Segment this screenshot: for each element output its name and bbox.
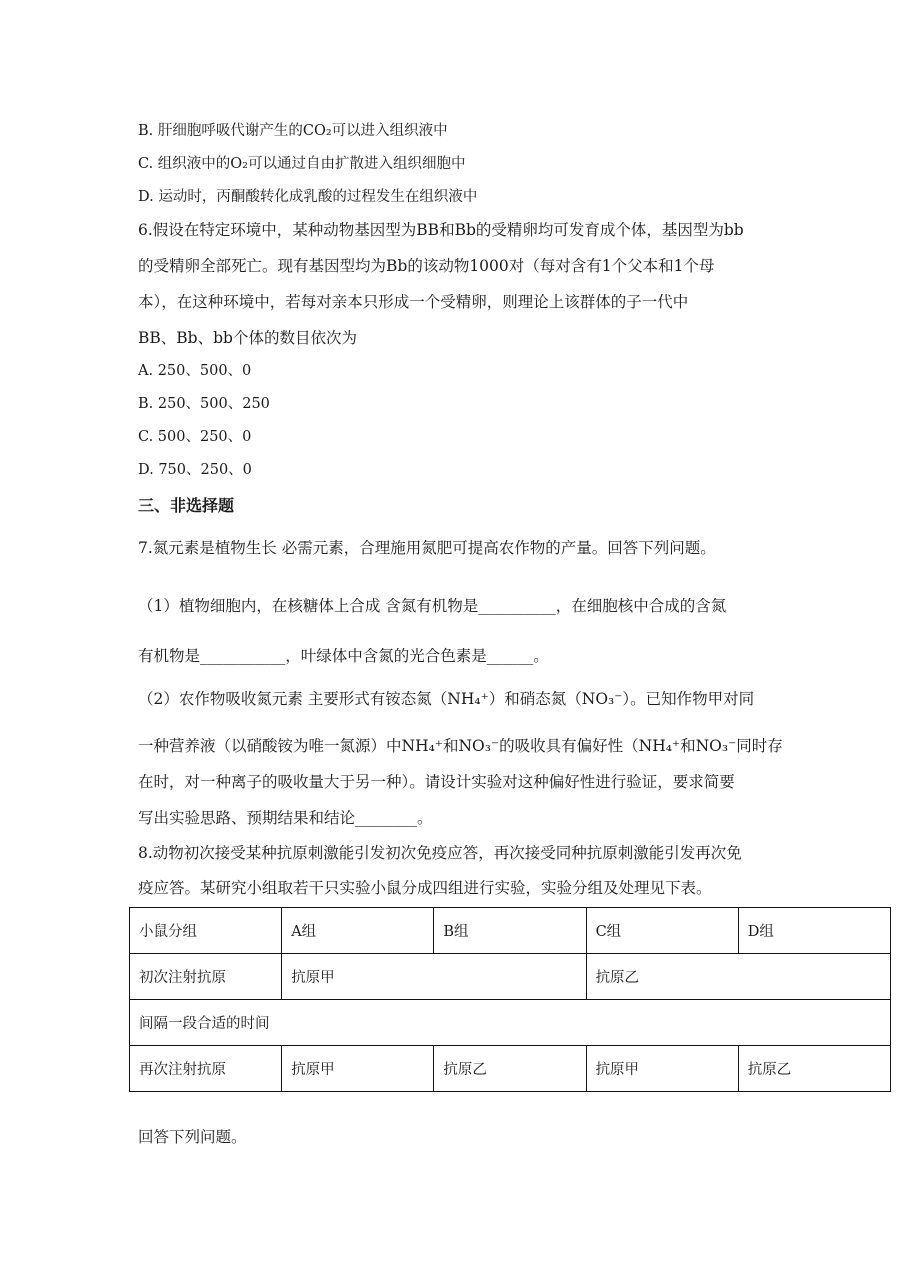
table-row (130, 954, 891, 1000)
table-cell: 抗原乙 (738, 1046, 890, 1092)
table-header-cell: D组 (738, 908, 890, 954)
question-6-option-a: A. 250、500、0 (138, 363, 252, 379)
table-header-cell: C组 (586, 908, 738, 954)
table-cell: 再次注射抗原 (130, 1046, 282, 1092)
section-title: 三、非选择题 (138, 496, 235, 515)
table-cell: 抗原甲 (586, 1046, 738, 1092)
question-7-part-2-line-3: 在时，对一种离子的吸收量大于另一种）。请设计实验对这种偏好性进行验证，要求简要 (138, 773, 735, 791)
table-cell: 间隔一段合适的时间 (130, 1000, 891, 1046)
question-7-part-1-line-2: 有机物是___________，叶绿体中含氮的光合色素是______。 (138, 647, 549, 665)
table-header-cell: A组 (282, 908, 434, 954)
table-row (130, 1000, 891, 1046)
table-row (130, 1046, 891, 1092)
option-b-prev: B. 肝细胞呼吸代谢产生的CO₂可以进入组织液中 (138, 123, 448, 139)
question-7-part-2-line-1: （2）农作物吸收氮元素 主要形式有铵态氮（NH₄⁺）和硝态氮（NO₃⁻）。已知作物甲对同 (138, 690, 755, 708)
table-cell: 初次注射抗原 (130, 954, 282, 1000)
question-6-line-4: BB、Bb、bb个体的数目依次为 (138, 329, 357, 347)
question-6-line-2: 的受精卵全部死亡。现有基因型均为Bb的该动物1000对（每对含有1个父本和1个母 (138, 257, 715, 275)
question-7-part-2-line-4: 写出实验思路、预期结果和结论________。 (138, 809, 433, 827)
option-d-prev: D. 运动时，丙酮酸转化成乳酸的过程发生在组织液中 (138, 189, 478, 205)
question-8-after: 回答下列问题。 (138, 1128, 247, 1146)
question-8-line-1: 8.动物初次接受某种抗原刺激能引发初次免疫应答，再次接受同种抗原刺激能引发再次免 (138, 844, 742, 862)
table-cell: 抗原乙 (434, 1046, 586, 1092)
question-7-part-1-line-1: （1）植物细胞内，在核糖体上合成 含氮有机物是__________，在细胞核中合成的含氮 (138, 597, 727, 615)
experiment-table (129, 907, 891, 1092)
question-7-part-2-line-2: 一种营养液（以硝酸铵为唯一氮源）中NH₄⁺和NO₃⁻的吸收具有偏好性（NH₄⁺和NO₃⁻同时存 (138, 737, 783, 755)
question-6-option-c: C. 500、250、0 (138, 429, 252, 445)
table-row (130, 908, 891, 954)
table-cell: 抗原乙 (586, 954, 890, 1000)
table-cell: 抗原甲 (282, 954, 586, 1000)
option-c-prev: C. 组织液中的O₂可以通过自由扩散进入组织细胞中 (138, 156, 466, 172)
table-header-cell: 小鼠分组 (130, 908, 282, 954)
table-header-cell: B组 (434, 908, 586, 954)
table-cell: 抗原甲 (282, 1046, 434, 1092)
question-7-line-1: 7.氮元素是植物生长 必需元素，合理施用氮肥可提高农作物的产量。回答下列问题。 (138, 539, 716, 557)
question-6-option-d: D. 750、250、0 (138, 462, 252, 478)
question-6-line-3: 本），在这种环境中，若每对亲本只形成一个受精卵，则理论上该群体的子一代中 (138, 293, 689, 311)
question-8-line-2: 疫应答。某研究小组取若干只实验小鼠分成四组进行实验，实验分组及处理见下表。 (138, 879, 712, 897)
question-6-option-b: B. 250、500、250 (138, 396, 270, 412)
question-6-line-1: 6.假设在特定环境中，某种动物基因型为BB和Bb的受精卵均可发育成个体，基因型为bb (138, 221, 744, 239)
